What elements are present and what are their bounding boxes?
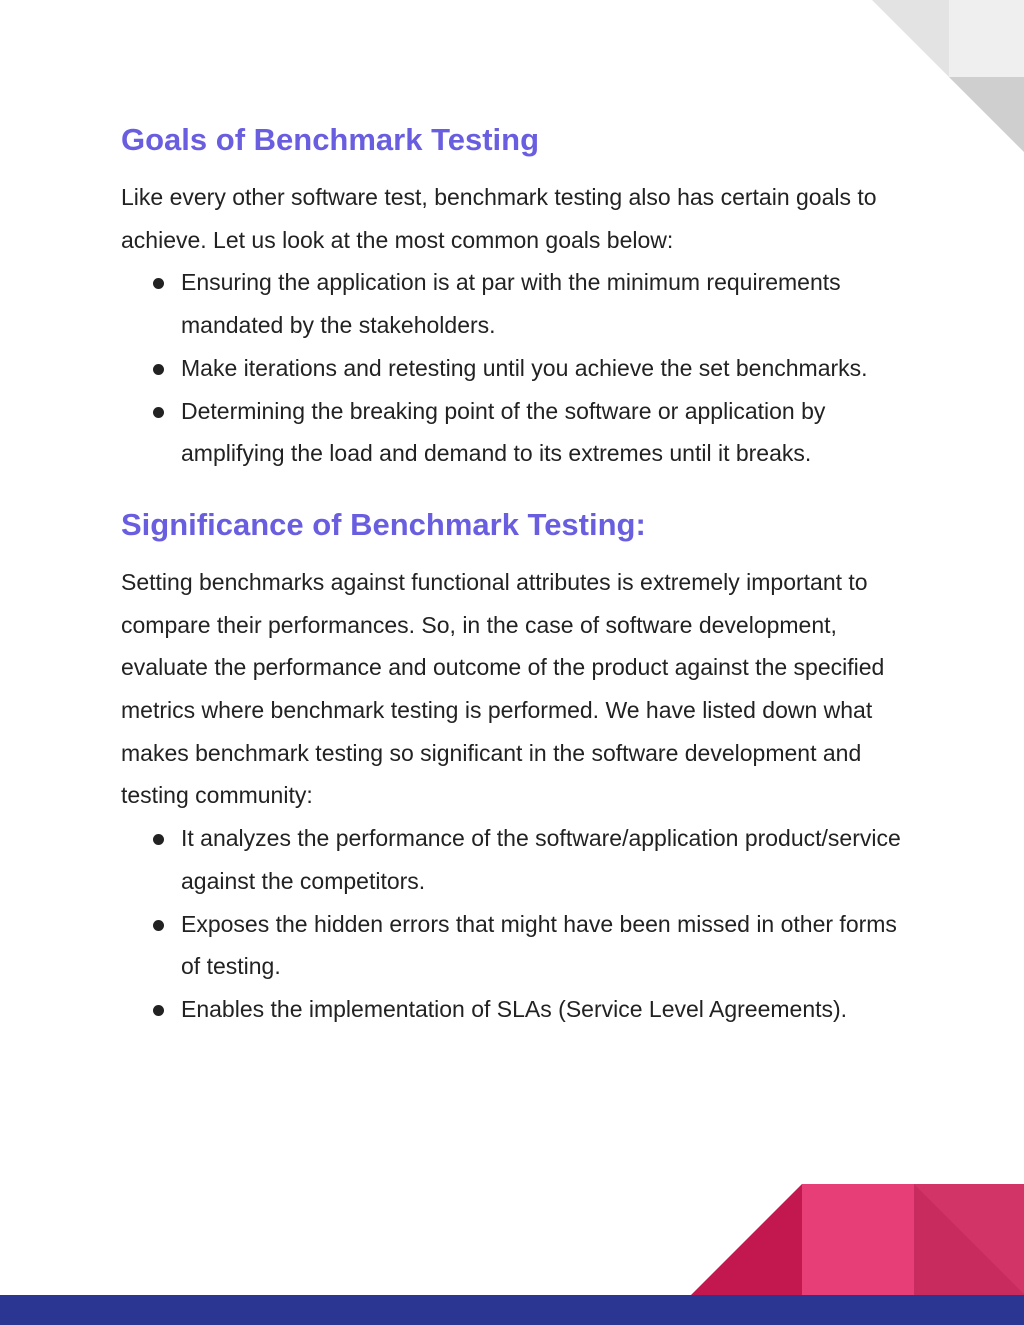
- section-paragraph-significance: Setting benchmarks against functional attributes is extremely important to compare their performances. So, in the case of software development, evaluate the performance and outcome of the product against the specified metrics where benchmark testing is performed. We have listed down what makes benchmark testing so significant in the software development and testing community:: [121, 568, 885, 809]
- list-item: [181, 347, 921, 390]
- footer-bar: [0, 1295, 1024, 1325]
- list-item: [181, 390, 921, 475]
- list-item-text: It analyzes the performance of the software/application product/service against the competitors.: [181, 825, 901, 894]
- bullet-list-significance: [121, 817, 921, 1031]
- section-heading-significance: Significance of Benchmark Testing:: [121, 506, 646, 542]
- list-item: [181, 261, 921, 346]
- list-item-text: Enables the implementation of SLAs (Service Level Agreements).: [181, 995, 848, 1022]
- list-item: [181, 988, 921, 1031]
- section-paragraph-goals: Like every other software test, benchmark testing also has certain goals to achieve. Let us look at the most common goals below:: [121, 184, 877, 253]
- section-heading-goals: Goals of Benchmark Testing: [121, 122, 540, 157]
- bullet-dot-icon: [153, 364, 164, 375]
- list-item: [181, 903, 921, 988]
- bullet-dot-icon: [153, 920, 164, 931]
- list-item-text: Make iterations and retesting until you achieve the set benchmarks.: [181, 354, 868, 381]
- list-item-text: Ensuring the application is at par with the minimum requirements mandated by the stakeholders.: [181, 269, 841, 339]
- bullet-dot-icon: [153, 834, 164, 845]
- bottom-right-decoration: [690, 1184, 1024, 1296]
- list-item-text: Determining the breaking point of the software or application by amplifying the load and demand to its extremes until it breaks.: [181, 397, 826, 467]
- bullet-dot-icon: [153, 278, 164, 289]
- bullet-dot-icon: [153, 407, 164, 418]
- document-content: [121, 118, 921, 1031]
- list-item-text: Exposes the hidden errors that might have been missed in other forms of testing.: [181, 910, 897, 980]
- list-item: [181, 817, 921, 902]
- bullet-dot-icon: [153, 1005, 164, 1016]
- bullet-list-goals: [121, 261, 921, 475]
